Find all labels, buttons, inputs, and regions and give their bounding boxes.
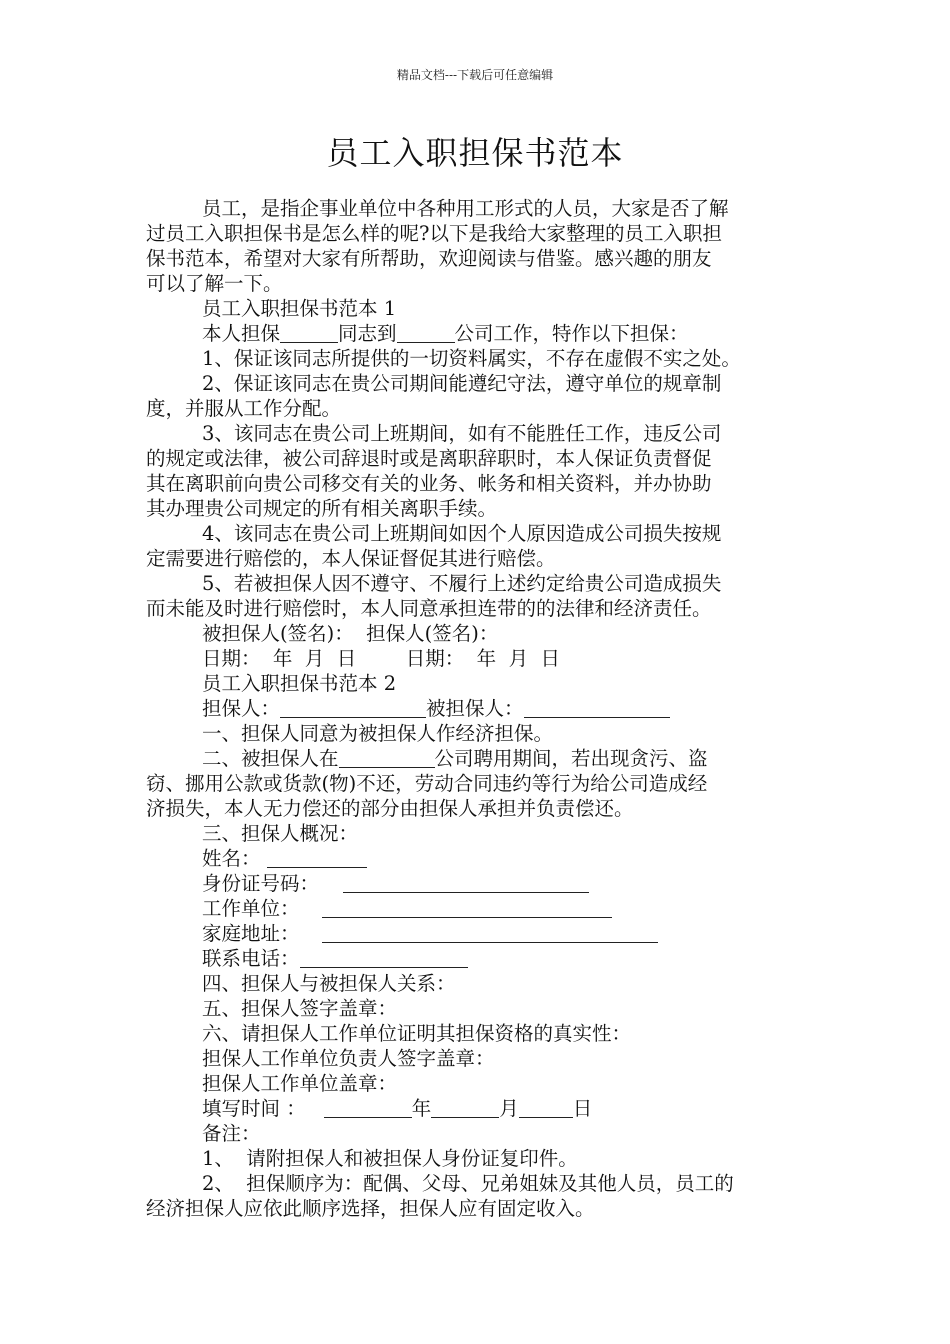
name-field xyxy=(146,846,808,871)
day-label: 日 xyxy=(572,1097,593,1120)
blank-name xyxy=(267,848,367,868)
blank-day xyxy=(519,1098,573,1118)
section2-heading: 员工入职担保书范本 2 xyxy=(202,672,397,695)
clause-text: 公司聘用期间，若出现贪污、盗 xyxy=(434,747,708,770)
blank-guaranteed xyxy=(524,698,670,718)
statement-text: 本人担保 xyxy=(202,322,281,345)
id-field xyxy=(146,871,808,896)
page-header: 精品文档---下载后可任意编辑 xyxy=(396,68,554,82)
notes-heading: 备注： xyxy=(202,1122,261,1145)
guarantor-label: 担保人： xyxy=(202,697,281,720)
s2-clause-2: 窃、挪用公款或货款(物)不还，劳动合同违约等行为给公司造成经 xyxy=(146,772,708,795)
month-label: 月 xyxy=(499,1097,519,1120)
document-body xyxy=(146,196,808,1221)
s2-clause-4: 四、担保人与被担保人关系： xyxy=(202,972,456,995)
clause-1: 1、保证该同志所提供的一切资料属实，不存在虚假不实之处。 xyxy=(202,347,741,370)
clause-5: 5、若被担保人因不遵守、不履行上述约定给贵公司造成损失 xyxy=(202,572,722,595)
clause-3: 的规定或法律，被公司辞退时或是离职辞职时，本人保证负责督促 xyxy=(146,447,712,470)
note-2: 2、 担保顺序为：配偶、父母、兄弟姐妹及其他人员，员工的 xyxy=(202,1172,734,1195)
blank-work xyxy=(322,898,612,918)
parties-line xyxy=(146,696,808,721)
blank-address xyxy=(322,923,658,943)
blank-company xyxy=(397,323,455,343)
leader-sign: 担保人工作单位负责人签字盖章： xyxy=(202,1047,495,1070)
intro-line: 可以了解一下。 xyxy=(146,272,283,295)
blank-person xyxy=(280,323,338,343)
blank-company xyxy=(339,748,435,768)
clause-2: 2、保证该同志在贵公司期间能遵纪守法，遵守单位的规章制 xyxy=(202,372,722,395)
guaranteed-label: 被担保人： xyxy=(426,697,524,720)
phone-field xyxy=(146,946,808,971)
clause-text: 二、被担保人在 xyxy=(202,747,339,770)
clause-4: 4、该同志在贵公司上班期间如因个人原因造成公司损失按规 xyxy=(202,522,722,545)
blank-year xyxy=(324,1098,412,1118)
s2-clause-1: 一、担保人同意为被担保人作经济担保。 xyxy=(202,722,554,745)
s2-clause-5: 五、担保人签字盖章： xyxy=(202,997,398,1020)
blank-guarantor xyxy=(280,698,426,718)
blank-id xyxy=(343,873,589,893)
intro-line: 过员工入职担保书是怎么样的呢?以下是我给大家整理的员工入职担 xyxy=(146,222,722,245)
clause-3: 3、该同志在贵公司上班期间，如有不能胜任工作，违反公司 xyxy=(202,422,722,445)
unit-seal: 担保人工作单位盖章： xyxy=(202,1072,398,1095)
s2-clause-3: 三、担保人概况： xyxy=(202,822,359,845)
address-field xyxy=(146,921,808,946)
clause-4: 定需要进行赔偿的，本人保证督促其进行赔偿。 xyxy=(146,547,556,570)
s2-clause-6: 六、请担保人工作单位证明其担保资格的真实性： xyxy=(202,1022,632,1045)
field-label: 家庭地址： xyxy=(202,922,300,945)
note-2: 经济担保人应依此顺序选择，担保人应有固定收入。 xyxy=(146,1197,595,1220)
field-label: 联系电话： xyxy=(202,947,300,970)
clause-3: 其在离职前向贵公司移交有关的业务、帐务和相关资料，并办协助 xyxy=(146,472,712,495)
note-1: 1、 请附担保人和被担保人身份证复印件。 xyxy=(202,1147,578,1170)
blank-phone xyxy=(300,948,468,968)
year-label: 年 xyxy=(411,1097,432,1120)
date-line: 日期： 年 月 日 日期： 年 月 日 xyxy=(202,647,560,670)
field-label: 填写时间 ： xyxy=(202,1097,306,1120)
field-label: 工作单位： xyxy=(202,897,300,920)
field-label: 身份证号码： xyxy=(202,872,320,895)
document-title: 员工入职担保书范本 xyxy=(326,134,624,172)
fill-date-line xyxy=(146,1096,808,1121)
field-label: 姓名： xyxy=(202,847,261,870)
statement-text: 公司工作，特作以下担保： xyxy=(454,322,689,345)
clause-2: 度，并服从工作分配。 xyxy=(146,397,342,420)
section1-heading: 员工入职担保书范本 1 xyxy=(202,297,397,320)
clause-5: 而未能及时进行赔偿时，本人同意承担连带的的法律和经济责任。 xyxy=(146,597,712,620)
clause-3: 其办理贵公司规定的所有相关离职手续。 xyxy=(146,497,498,520)
statement-text: 同志到 xyxy=(338,322,397,345)
signature-line: 被担保人(签名)： 担保人(签名)： xyxy=(202,622,499,645)
intro-line: 员工，是指企事业单位中各种用工形式的人员，大家是否了解 xyxy=(202,197,729,220)
guarantee-statement xyxy=(146,321,808,346)
work-field xyxy=(146,896,808,921)
intro-line: 保书范本，希望对大家有所帮助，欢迎阅读与借鉴。感兴趣的朋友 xyxy=(146,247,712,270)
s2-clause-2: 济损失，本人无力偿还的部分由担保人承担并负责偿还。 xyxy=(146,797,634,820)
blank-month xyxy=(431,1098,499,1118)
s2-clause-2 xyxy=(146,746,808,771)
